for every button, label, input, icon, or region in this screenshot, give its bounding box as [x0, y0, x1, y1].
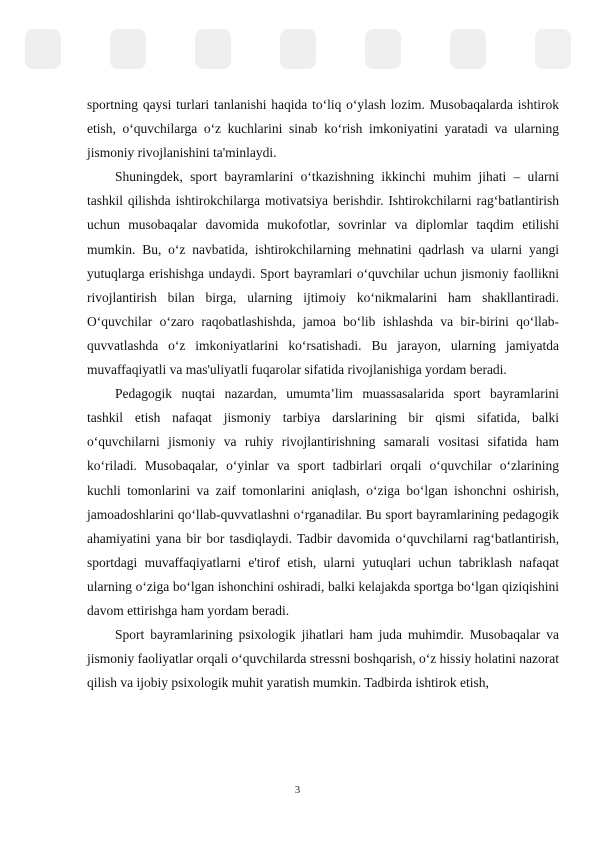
page-number: 3: [294, 785, 301, 796]
paragraph: Shuningdek, sport bayramlarini o‘tkazishning ikkinchi muhim jihati – ularni tashkil qilishda ishtirokchilarga motivatsiya berishdir. Ishtirokchilarni rag‘batlantirish uchun musobaqalar davomida mukofotlar, sovrinlar va diplomlar taqdim etilishi mumkin. Bu, o‘z navbatida, ishtirokchilarning mehnatini qadrlash va ularni yangi yutuqlarga erishishga undaydi. Sport bayramlari o‘quvchilar uchun jismoniy faollikni rivojlantirish bilan birga, ularning ijtimoiy ko‘nikmalarini ham shakllantiradi. O‘quvchilar o‘zaro raqobatlashishda, jamoa bo‘lib ishlashda va bir-birini qo‘llab-quvvatlashda o‘z imkoniyatlarini ko‘rsatishadi. Bu jarayon, ularning jamiyatda muvaffaqiyatli va mas'uliyatli fuqarolar sifatida rivojlanishiga yordam beradi.: [87, 169, 559, 378]
paragraph: sportning qaysi turlari tanlanishi haqida to‘liq o‘ylash lozim. Musobaqalarda ishtirok etish, o‘quvchilarga o‘z kuchlarini sinab ko‘rish imkoniyatini yaratadi va ularning jismoniy rivojlanishini ta'minlaydi.: [87, 97, 559, 161]
paragraph: Sport bayramlarining psixologik jihatlari ham juda muhimdir. Musobaqalar va jismoniy faoliyatlar orqali o‘quvchilarda stressni boshqarish, o‘z hissiy holatini nazorat qilish va ijobiy psixologik muhit yaratish mumkin. Tadbirda ishtirok etish,: [87, 627, 559, 691]
watermark: [0, 20, 595, 78]
watermark-block: [280, 29, 316, 69]
watermark-block: [195, 29, 231, 69]
watermark-block: [365, 29, 401, 69]
paragraph: Pedagogik nuqtai nazardan, umumta’lim muassasalarida sport bayramlarini tashkil etish nafaqat jismoniy tarbiya darslarining bir qismi sifatida, balki o‘quvchilarni jismoniy va ruhiy rivojlantirishning samarali vositasi sifatida ham ko‘riladi. Musobaqalar, o‘yinlar va sport tadbirlari orqali o‘quvchilar o‘zlarining kuchli tomonlarini va zaif tomonlarini aniqlash, o‘ziga bo‘lgan ishonchni oshirish, jamoadoshlarini qo‘llab-quvvatlashni o‘rganadilar. Bu sport bayramlarining pedagogik ahamiyatini yana bir bor tasdiqlaydi. Tadbir davomida o‘quvchilarni rag‘batlantirish, sportdagi muvaffaqiyatlarni e'tirof etish, ularni yutuqlari uchun tabriklash nafaqat ularning o‘ziga bo‘lgan ishonchini oshiradi, balki kelajakda sportga bo‘lgan qiziqishini davom ettirishga ham yordam beradi.: [87, 386, 559, 618]
watermark-block: [450, 29, 486, 69]
watermark-block: [535, 29, 571, 69]
watermark-block: [110, 29, 146, 69]
watermark-block: [25, 29, 61, 69]
body-text: [87, 93, 559, 695]
